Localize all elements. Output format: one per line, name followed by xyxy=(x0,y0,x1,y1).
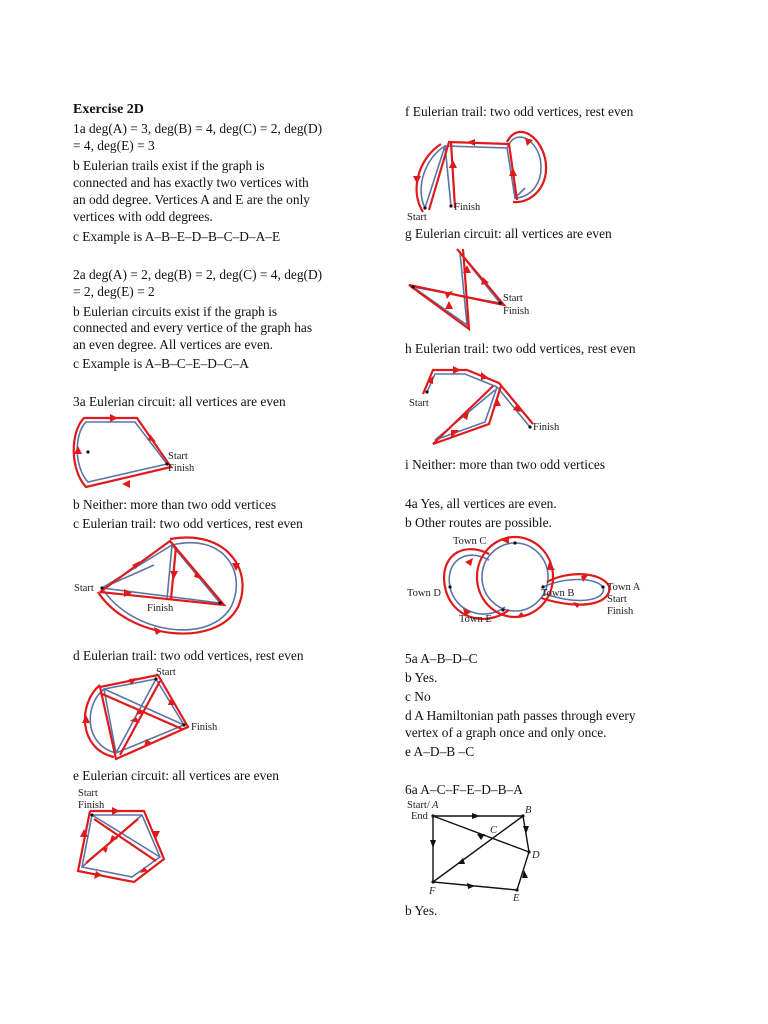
fig3e-start-label: Start xyxy=(78,788,98,799)
q2a-line1: 2a deg(A) = 2, deg(B) = 2, deg(C) = 4, deg(D) xyxy=(73,267,323,282)
fig3e-finish-label: Finish xyxy=(78,800,105,811)
vertex-a-label: A xyxy=(432,800,439,811)
q2c: c Example is A–B–C–E–D–C–A xyxy=(73,356,249,371)
fig3d-finish-label: Finish xyxy=(191,722,218,733)
fig3a-start-label: Start xyxy=(168,451,188,462)
fig3c-finish-label: Finish xyxy=(147,603,174,614)
q1a-line1: 1a deg(A) = 3, deg(B) = 4, deg(C) = 2, deg(D) xyxy=(73,121,323,136)
q3c: c Eulerian trail: two odd vertices, rest even xyxy=(73,516,303,531)
q1b-line1: b Eulerian trails exist if the graph is xyxy=(73,158,265,173)
vertex-c-label: C xyxy=(490,825,498,836)
figure-4-towns xyxy=(405,532,655,632)
vertex-e-label: E xyxy=(513,893,520,904)
q4b: b Other routes are possible. xyxy=(405,515,552,530)
town-b-label: Town B xyxy=(541,588,575,599)
q5e: e A–D–B –C xyxy=(405,744,475,759)
figure-3h xyxy=(405,362,575,452)
figure-3e xyxy=(72,787,172,887)
q2b-line1: b Eulerian circuits exist if the graph is xyxy=(73,304,278,319)
figure-3a xyxy=(70,412,220,492)
q3b: b Neither: more than two odd vertices xyxy=(73,497,277,512)
q2a-line2: = 2, deg(E) = 2 xyxy=(73,284,155,299)
q5c: c No xyxy=(405,689,431,704)
q2b-line2: connected and every vertice of the graph has xyxy=(73,320,313,335)
q2b-line3: an even degree. All vertices are even. xyxy=(73,337,274,352)
fig3g-finish-label: Finish xyxy=(503,306,530,317)
q1c: c Example is A–B–E–D–B–C–D–A–E xyxy=(73,229,281,244)
exercise-heading: Exercise 2D xyxy=(73,102,144,117)
q3i: i Neither: more than two odd vertices xyxy=(405,457,606,472)
q6b: b Yes. xyxy=(405,903,438,918)
q1b-line3: an odd degree. Vertices A and E are the only xyxy=(73,192,310,207)
figure-3c xyxy=(72,535,247,645)
fig4-start-label: Start xyxy=(607,594,627,605)
start-end-label-line2: End xyxy=(411,811,428,822)
fig3a-finish-label: Finish xyxy=(168,463,195,474)
q3e: e Eulerian circuit: all vertices are even xyxy=(73,768,279,783)
vertex-b-label: B xyxy=(525,805,532,816)
q1a-line2: = 4, deg(E) = 3 xyxy=(73,138,155,153)
fig3h-start-label: Start xyxy=(409,398,429,409)
vertex-f-label: F xyxy=(429,886,436,897)
q5a: 5a A–B–D–C xyxy=(405,651,478,666)
fig3f-finish-label: Finish xyxy=(454,202,481,213)
q1b-line2: connected and has exactly two vertices with xyxy=(73,175,309,190)
q3h: h Eulerian trail: two odd vertices, rest even xyxy=(405,341,636,356)
town-a-label: Town A xyxy=(607,582,641,593)
figure-6a xyxy=(405,800,555,905)
town-c-label: Town C xyxy=(453,536,487,547)
q1b-line4: vertices with odd degrees. xyxy=(73,209,213,224)
start-end-label-line1: Start/ xyxy=(407,800,430,811)
q6a: 6a A–C–F–E–D–B–A xyxy=(405,782,523,797)
town-d-label: Town D xyxy=(407,588,441,599)
figure-3d xyxy=(74,665,234,765)
vertex-d-label: D xyxy=(532,850,540,861)
q3d: d Eulerian trail: two odd vertices, rest even xyxy=(73,648,304,663)
fig3f-start-label: Start xyxy=(407,212,427,223)
fig4-finish-label: Finish xyxy=(607,606,634,617)
town-e-label: Town E xyxy=(459,614,492,625)
q5d-line2: vertex of a graph once and only once. xyxy=(405,725,607,740)
q3a: 3a Eulerian circuit: all vertices are even xyxy=(73,394,286,409)
fig3c-start-label: Start xyxy=(74,583,94,594)
q4a: 4a Yes, all vertices are even. xyxy=(405,496,557,511)
q3f: f Eulerian trail: two odd vertices, rest even xyxy=(405,104,634,119)
q5b: b Yes. xyxy=(405,670,438,685)
fig3h-finish-label: Finish xyxy=(533,422,560,433)
figure-3f xyxy=(405,128,555,223)
q5d-line1: d A Hamiltonian path passes through every xyxy=(405,708,636,723)
q3g: g Eulerian circuit: all vertices are even xyxy=(405,226,612,241)
fig3g-start-label: Start xyxy=(503,293,523,304)
fig3d-start-label: Start xyxy=(156,667,176,678)
figure-3g xyxy=(405,247,545,332)
